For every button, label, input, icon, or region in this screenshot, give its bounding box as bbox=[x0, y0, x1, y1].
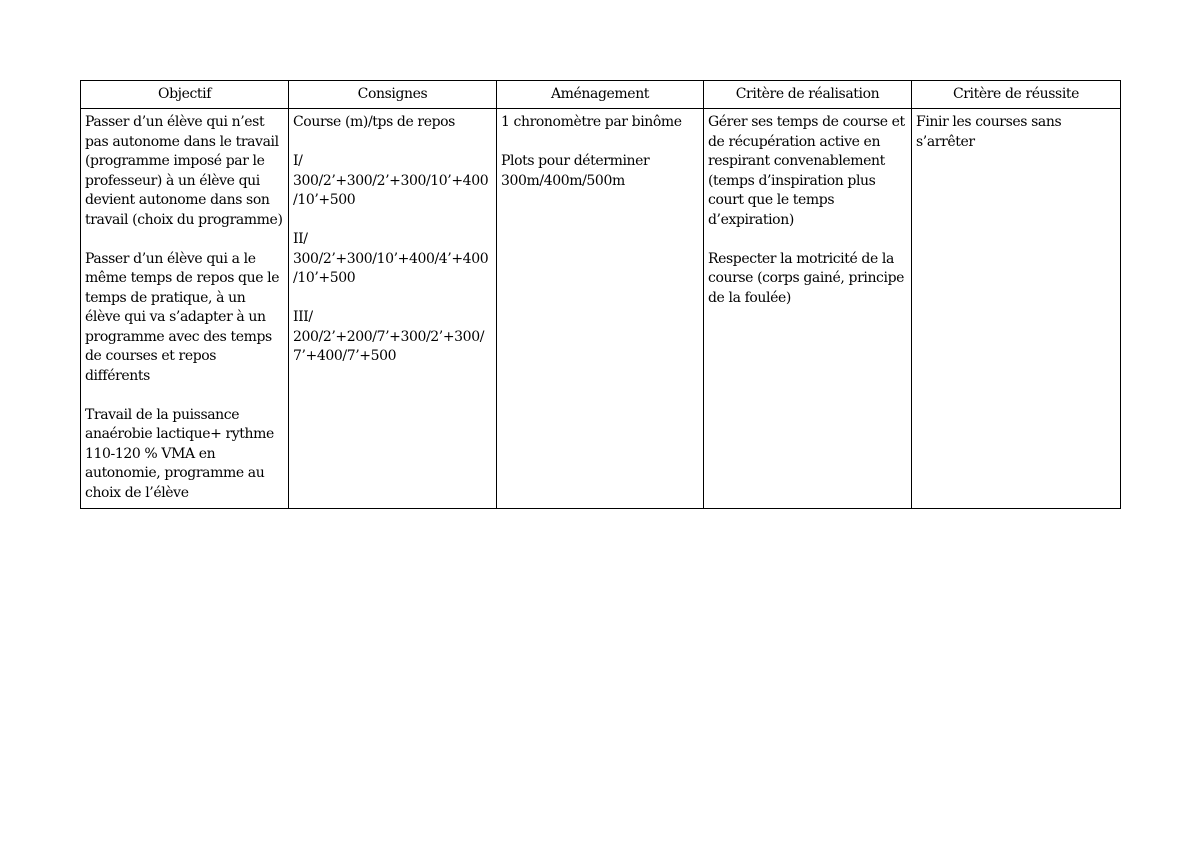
cell-objectif bbox=[81, 109, 289, 509]
header-critere-reussite: Critère de réussite bbox=[912, 81, 1121, 109]
cell-consignes bbox=[289, 109, 497, 509]
header-row bbox=[81, 81, 1121, 109]
critere-realisation-paragraph-2: Respecter la motricité de la course (corps gainé, principe de la foulée) bbox=[708, 250, 905, 306]
table-header bbox=[81, 81, 1121, 109]
objectif-paragraph-2: Passer d’un élève qui a le même temps de repos que le temps de pratique, à un élève qui va s’adapter à un programme avec des temps de courses et repos différents bbox=[85, 250, 280, 384]
consignes-program-1: I/ 300/2’+300/2’+300/10’+400 /10’+500 bbox=[293, 153, 489, 208]
consignes-program-2: II/ 300/2’+300/10’+400/4’+400 /10’+500 bbox=[293, 231, 489, 286]
header-amenagement: Aménagement bbox=[497, 81, 704, 109]
table-row bbox=[81, 109, 1121, 509]
table-body bbox=[81, 109, 1121, 509]
objectif-paragraph-1: Passer d’un élève qui n’est pas autonome dans le travail (programme imposé par le professeur) à un élève qui devient autonome dans son travail (choix du programme) bbox=[85, 114, 283, 228]
header-consignes: Consignes bbox=[289, 81, 497, 109]
critere-reussite-paragraph-1: Finir les courses sans s’arrêter bbox=[916, 114, 1062, 150]
critere-realisation-paragraph-1: Gérer ses temps de course et de récupération active en respirant convenablement (temps d’inspiration plus court que le temps d’expiration) bbox=[708, 114, 905, 228]
consignes-intro: Course (m)/tps de repos bbox=[293, 114, 455, 130]
amenagement-paragraph-2: Plots pour déterminer 300m/400m/500m bbox=[501, 153, 650, 189]
amenagement-paragraph-1: 1 chronomètre par binôme bbox=[501, 114, 682, 130]
header-objectif: Objectif bbox=[81, 81, 289, 109]
objectif-paragraph-3: Travail de la puissance anaérobie lactique+ rythme 110-120 % VMA en autonomie, programme au choix de l’élève bbox=[85, 406, 274, 501]
cell-amenagement bbox=[497, 109, 704, 509]
objectives-table bbox=[80, 80, 1121, 509]
consignes-program-3: III/ 200/2’+200/7’+300/2’+300/ 7’+400/7’+500 bbox=[293, 309, 485, 364]
header-critere-realisation: Critère de réalisation bbox=[704, 81, 912, 109]
cell-critere-reussite bbox=[912, 109, 1121, 509]
cell-critere-realisation bbox=[704, 109, 912, 509]
